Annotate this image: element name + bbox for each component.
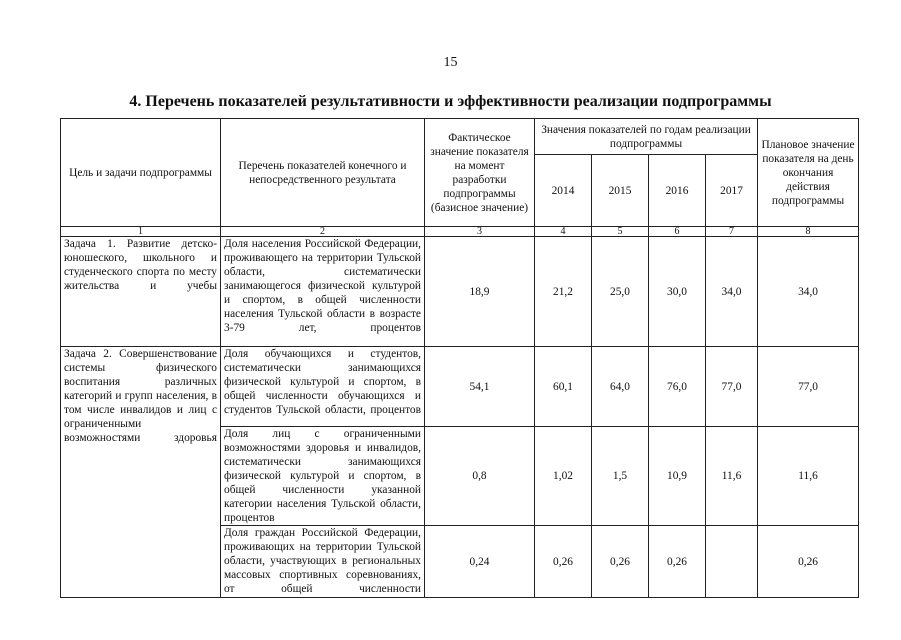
indicator-cell: Доля обучающихся и студентов, систематически занимающихся физической культурой и спортом, в общей численности обучающихся и студентов Тульской области, процентов	[221, 347, 425, 427]
plan-value: 34,0	[758, 237, 859, 347]
value-2014: 0,26	[535, 526, 592, 598]
column-number: 7	[706, 227, 758, 237]
indicator-cell: Доля населения Российской Федерации, проживающего на территории Тульской области, систематически занимающегося физической культурой и спортом, в общей численности населения Тульской области в возрасте 3-79 лет, процентов	[221, 237, 425, 347]
header-years-group: Значения показателей по годам реализации подпрограммы	[535, 119, 758, 155]
indicator-cell: Доля лиц с ограниченными возможностями здоровья и инвалидов, систематически занимающихся физической культурой и спортом, в общей численности указанной категории населения Тульской области, процентов	[221, 427, 425, 526]
table-row	[61, 347, 859, 427]
task-cell: Задача 2. Совершенствование системы физического воспитания различных категорий и групп населения, в том числе инвалидов и лиц с ограниченными возможностями здоровья	[61, 347, 221, 598]
value-2014: 60,1	[535, 347, 592, 427]
column-number: 1	[61, 227, 221, 237]
column-number: 3	[425, 227, 535, 237]
value-2015: 0,26	[592, 526, 649, 598]
plan-value: 11,6	[758, 427, 859, 526]
value-2016: 0,26	[649, 526, 706, 598]
value-2015: 64,0	[592, 347, 649, 427]
column-numbers-row	[61, 227, 859, 237]
value-2016: 30,0	[649, 237, 706, 347]
task-cell: Задача 1. Развитие детско-юношеского, школьного и студенческого спорта по месту жительства и учебы	[61, 237, 221, 347]
value-2017: 34,0	[706, 237, 758, 347]
table-row	[61, 237, 859, 347]
header-indicators: Перечень показателей конечного и непосредственного результата	[221, 119, 425, 227]
value-2016: 76,0	[649, 347, 706, 427]
base-value: 18,9	[425, 237, 535, 347]
column-number: 4	[535, 227, 592, 237]
value-2017: 11,6	[706, 427, 758, 526]
plan-value: 77,0	[758, 347, 859, 427]
value-2015: 25,0	[592, 237, 649, 347]
plan-value: 0,26	[758, 526, 859, 598]
indicators-table	[60, 118, 859, 598]
header-row	[61, 119, 859, 155]
header-actual: Фактическое значение показателя на момент разработки подпрограммы (базисное значение)	[425, 119, 535, 227]
section-title: 4. Перечень показателей результативности и эффективности реализации подпрограммы	[129, 93, 772, 110]
base-value: 0,24	[425, 526, 535, 598]
header-goals: Цель и задачи подпрограммы	[61, 119, 221, 227]
header-year-2016: 2016	[649, 155, 706, 227]
value-2014: 1,02	[535, 427, 592, 526]
header-planned: Плановое значение показателя на день окончания действия подпрограммы	[758, 119, 859, 227]
value-2014: 21,2	[535, 237, 592, 347]
base-value: 0,8	[425, 427, 535, 526]
column-number: 5	[592, 227, 649, 237]
value-2015: 1,5	[592, 427, 649, 526]
indicator-cell: Доля граждан Российской Федерации, проживающих на территории Тульской области, участвующих в региональных массовых спортивных соревнованиях, от общей численности	[221, 526, 425, 598]
header-year-2014: 2014	[535, 155, 592, 227]
column-number: 2	[221, 227, 425, 237]
value-2017	[706, 526, 758, 598]
value-2017: 77,0	[706, 347, 758, 427]
header-year-2017: 2017	[706, 155, 758, 227]
column-number: 6	[649, 227, 706, 237]
page-number: 15	[443, 55, 458, 70]
base-value: 54,1	[425, 347, 535, 427]
header-year-2015: 2015	[592, 155, 649, 227]
column-number: 8	[758, 227, 859, 237]
value-2016: 10,9	[649, 427, 706, 526]
